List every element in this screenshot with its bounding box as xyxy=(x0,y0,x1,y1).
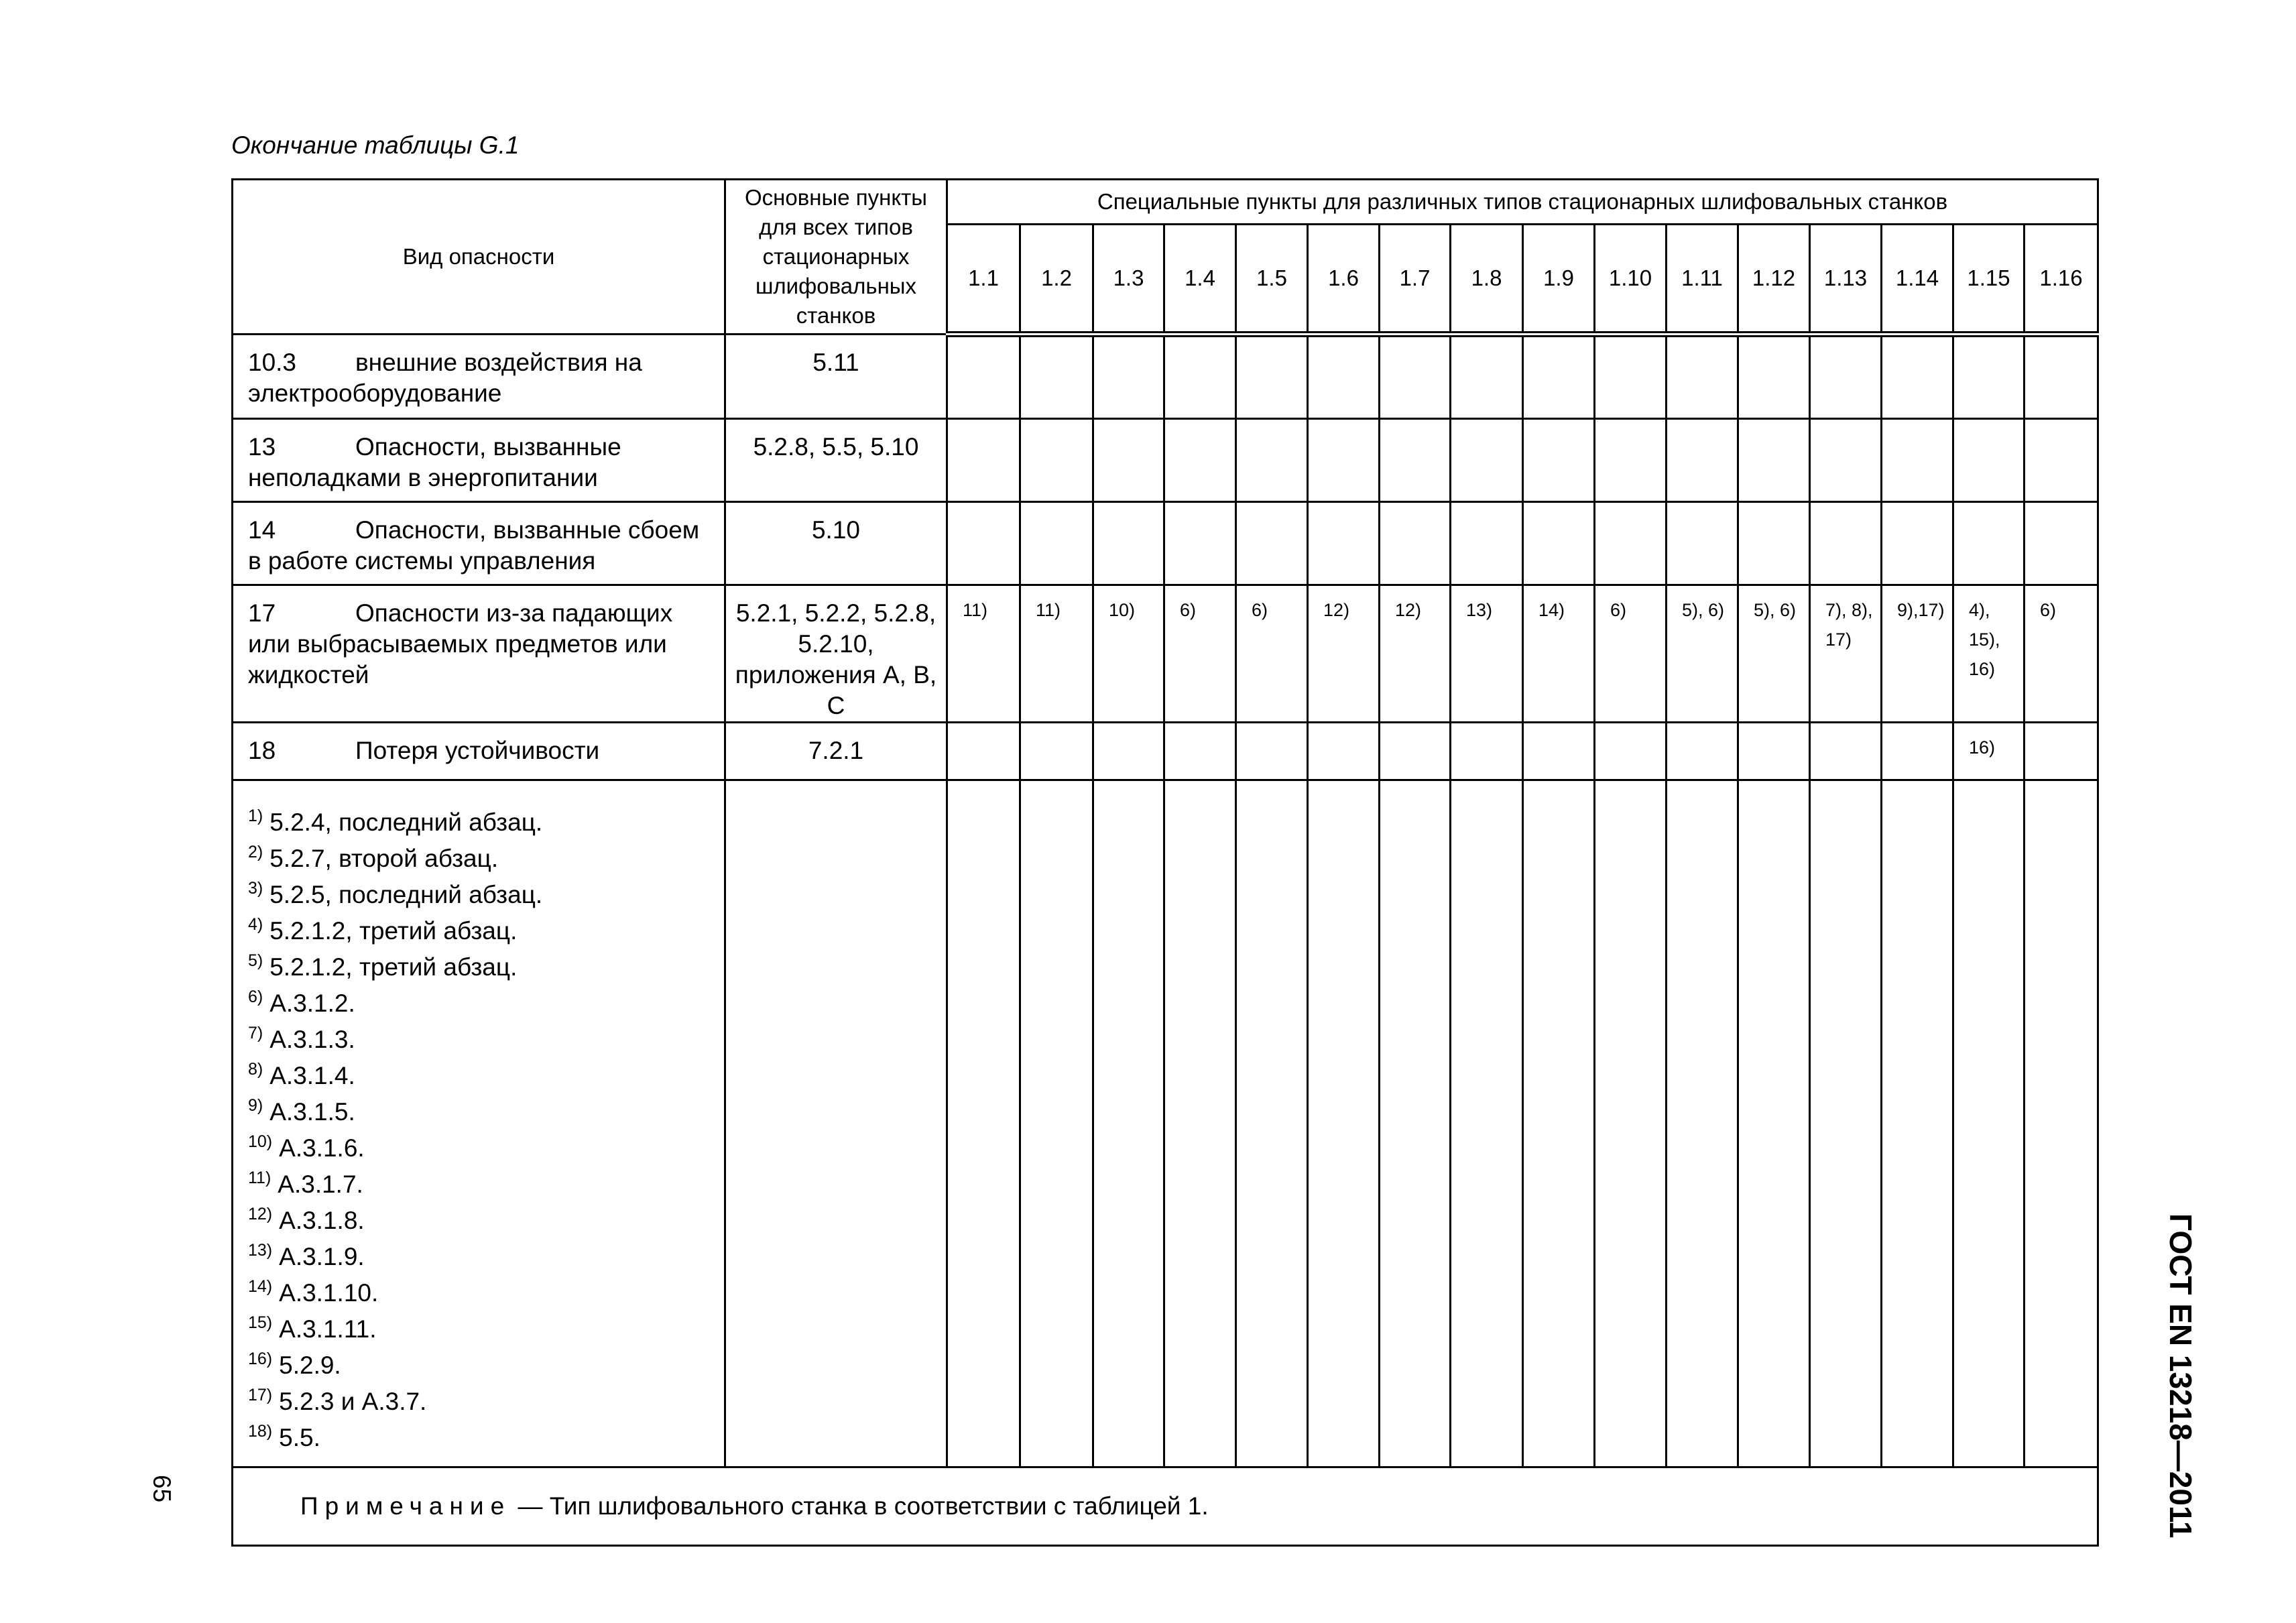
footnote xyxy=(248,1308,717,1344)
hazard-text: Опасности, вызванные сбоем в работе системы управления xyxy=(248,516,700,575)
special-clause-cell xyxy=(1882,723,1953,780)
empty-cell xyxy=(1093,780,1164,1467)
footnote-marker: 15) xyxy=(248,1313,273,1332)
special-clause-cell xyxy=(1020,723,1093,780)
main-clause-cell: 5.10 xyxy=(725,502,947,585)
empty-cell xyxy=(1236,780,1308,1467)
special-clause-cell xyxy=(1093,419,1164,502)
footnote-text: A.3.1.2. xyxy=(269,989,355,1017)
column-header: 1.15 xyxy=(1953,225,2025,335)
footnote xyxy=(248,1380,717,1417)
column-header: 1.14 xyxy=(1882,225,1953,335)
footnote-text: 5.2.1.2, третий абзац. xyxy=(269,917,518,945)
special-clause-cell xyxy=(1595,335,1667,419)
footnote-marker: 16) xyxy=(248,1349,273,1368)
special-clause-cell: 16) xyxy=(1953,723,2025,780)
special-clause-cell xyxy=(1164,723,1236,780)
special-clause-cell xyxy=(1882,419,1953,502)
main-clause-cell: 5.2.8, 5.5, 5.10 xyxy=(725,419,947,502)
footnote-text: A.3.1.3. xyxy=(269,1026,355,1053)
special-clause-cell xyxy=(1738,502,1810,585)
column-header: 1.3 xyxy=(1093,225,1164,335)
special-clause-cell xyxy=(1523,723,1595,780)
column-header: 1.16 xyxy=(2025,225,2098,335)
footnote-marker: 1) xyxy=(248,806,263,825)
footnote-marker: 17) xyxy=(248,1386,273,1404)
footnote-marker: 8) xyxy=(248,1060,263,1079)
footnote xyxy=(248,1199,717,1236)
special-clause-cell xyxy=(1738,335,1810,419)
column-header: 1.9 xyxy=(1523,225,1595,335)
special-clause-cell xyxy=(1451,335,1523,419)
special-clause-cell xyxy=(1236,335,1308,419)
footnote xyxy=(248,801,717,837)
footnote-text: 5.5. xyxy=(279,1424,320,1451)
special-clause-cell xyxy=(1308,335,1380,419)
empty-cell xyxy=(947,780,1020,1467)
empty-cell xyxy=(725,780,947,1467)
special-clause-cell xyxy=(1236,502,1308,585)
special-clause-cell xyxy=(1595,419,1667,502)
table-caption: Окончание таблицы G.1 xyxy=(231,131,520,159)
empty-cell xyxy=(1380,780,1451,1467)
special-clause-cell xyxy=(1523,502,1595,585)
empty-cell xyxy=(1882,780,1953,1467)
footnote-marker: 4) xyxy=(248,915,263,934)
special-clause-cell xyxy=(1810,419,1882,502)
hazard-number: 13 xyxy=(248,433,276,461)
special-clause-cell: 9),17) xyxy=(1882,585,1953,723)
footnote-marker: 7) xyxy=(248,1024,263,1042)
special-clause-cell xyxy=(1308,502,1380,585)
special-clause-cell xyxy=(947,502,1020,585)
footnote-text: A.3.1.9. xyxy=(279,1243,365,1270)
footnote-marker: 13) xyxy=(248,1241,273,1260)
special-clause-cell xyxy=(1738,419,1810,502)
hazard-table xyxy=(231,178,2099,1547)
column-header: 1.1 xyxy=(947,225,1020,335)
special-clause-cell xyxy=(1595,502,1667,585)
hazard-text: Потеря устойчивости xyxy=(355,737,600,764)
special-clause-cell xyxy=(947,335,1020,419)
table-row xyxy=(233,419,2098,502)
special-clause-cell xyxy=(1164,502,1236,585)
special-clause-cell: 6) xyxy=(2025,585,2098,723)
special-clause-cell xyxy=(1020,502,1093,585)
special-clause-cell xyxy=(1380,502,1451,585)
page-number: 65 xyxy=(148,1475,176,1503)
special-clause-cell: 7), 8), 17) xyxy=(1810,585,1882,723)
special-clause-cell: 11) xyxy=(947,585,1020,723)
hazard-text: Опасности из-за падающих или выбрасываемых предметов или жидкостей xyxy=(248,599,673,688)
column-header: 1.10 xyxy=(1595,225,1667,335)
main-clause-cell: 7.2.1 xyxy=(725,723,947,780)
hazard-cell xyxy=(233,335,725,419)
empty-cell xyxy=(1308,780,1380,1467)
column-header: 1.12 xyxy=(1738,225,1810,335)
note-cell xyxy=(233,1467,2098,1546)
special-clause-cell: 6) xyxy=(1164,585,1236,723)
special-clause-cell xyxy=(1380,723,1451,780)
empty-cell xyxy=(1953,780,2025,1467)
footnote-text: A.3.1.8. xyxy=(279,1207,365,1234)
footnote-marker: 10) xyxy=(248,1132,273,1151)
footnote-marker: 11) xyxy=(248,1168,271,1187)
footnote-marker: 3) xyxy=(248,879,263,898)
column-header: 1.2 xyxy=(1020,225,1093,335)
special-clause-cell: 12) xyxy=(1380,585,1451,723)
footnote-text: A.3.1.7. xyxy=(278,1170,363,1198)
hazard-text: Опасности, вызванные неполадками в энергопитании xyxy=(248,433,621,491)
special-clause-cell xyxy=(947,419,1020,502)
special-clause-cell: 10) xyxy=(1093,585,1164,723)
table-row xyxy=(233,585,2098,723)
footnote xyxy=(248,1236,717,1272)
footnote-marker: 18) xyxy=(248,1422,273,1441)
special-clause-cell xyxy=(1523,335,1595,419)
header-main-clauses: Основные пункты для всех типов стационарных шлифовальных станков xyxy=(725,180,947,335)
special-clause-cell xyxy=(1595,723,1667,780)
empty-cell xyxy=(1667,780,1738,1467)
standard-designation: ГОСТ EN 13218—2011 xyxy=(2163,1213,2198,1539)
footnote-text: 5.2.5, последний абзац. xyxy=(269,881,543,908)
footnote xyxy=(248,982,717,1018)
footnote xyxy=(248,1018,717,1055)
special-clause-cell xyxy=(1667,502,1738,585)
hazard-number: 17 xyxy=(248,599,276,627)
special-clause-cell: 14) xyxy=(1523,585,1595,723)
footnote xyxy=(248,1127,717,1163)
empty-cell xyxy=(1451,780,1523,1467)
special-clause-cell xyxy=(1882,335,1953,419)
footnote xyxy=(248,874,717,910)
special-clause-cell xyxy=(1020,335,1093,419)
hazard-text: внешние воздействия на электрооборудование xyxy=(248,349,642,407)
footnotes-cell xyxy=(233,780,725,1467)
footnotes-row xyxy=(233,780,2098,1467)
hazard-cell xyxy=(233,502,725,585)
footnote-text: 5.2.9. xyxy=(279,1351,341,1379)
special-clause-cell xyxy=(1667,335,1738,419)
footnote xyxy=(248,1417,717,1453)
empty-cell xyxy=(1595,780,1667,1467)
empty-cell xyxy=(1523,780,1595,1467)
footnote-text: 5.2.3 и A.3.7. xyxy=(279,1388,427,1415)
hazard-cell xyxy=(233,723,725,780)
empty-cell xyxy=(1738,780,1810,1467)
footnote-marker: 2) xyxy=(248,843,263,861)
hazard-number: 10.3 xyxy=(248,349,297,376)
column-header: 1.11 xyxy=(1667,225,1738,335)
special-clause-cell xyxy=(1020,419,1093,502)
special-clause-cell xyxy=(1308,419,1380,502)
hazard-number: 14 xyxy=(248,516,276,544)
footnote-text: A.3.1.5. xyxy=(269,1098,355,1126)
special-clause-cell: 6) xyxy=(1595,585,1667,723)
footnote-marker: 9) xyxy=(248,1096,263,1115)
special-clause-cell: 11) xyxy=(1020,585,1093,723)
special-clause-cell xyxy=(1451,419,1523,502)
special-clause-cell xyxy=(1451,502,1523,585)
footnote-text: A.3.1.4. xyxy=(269,1062,355,1089)
special-clause-cell xyxy=(2025,723,2098,780)
empty-cell xyxy=(1810,780,1882,1467)
note-row xyxy=(233,1467,2098,1546)
footnote xyxy=(248,1272,717,1308)
footnote-marker: 12) xyxy=(248,1205,273,1223)
footnote xyxy=(248,1344,717,1380)
special-clause-cell xyxy=(1953,335,2025,419)
table-row xyxy=(233,723,2098,780)
special-clause-cell xyxy=(1810,723,1882,780)
main-clause-cell: 5.11 xyxy=(725,335,947,419)
special-clause-cell xyxy=(1236,723,1308,780)
footnote xyxy=(248,837,717,874)
header-special-clauses: Специальные пункты для различных типов стационарных шлифовальных станков xyxy=(947,180,2098,225)
special-clause-cell xyxy=(1523,419,1595,502)
special-clause-cell xyxy=(1953,419,2025,502)
footnote-marker: 5) xyxy=(248,951,263,970)
footnote-marker: 14) xyxy=(248,1277,273,1296)
special-clause-cell xyxy=(1093,502,1164,585)
special-clause-cell: 5), 6) xyxy=(1667,585,1738,723)
empty-cell xyxy=(1020,780,1093,1467)
special-clause-cell xyxy=(1738,723,1810,780)
special-clause-cell xyxy=(1810,502,1882,585)
special-clause-cell xyxy=(947,723,1020,780)
column-header: 1.6 xyxy=(1308,225,1380,335)
special-clause-cell xyxy=(1451,723,1523,780)
special-clause-cell xyxy=(1164,335,1236,419)
footnote-marker: 6) xyxy=(248,987,263,1006)
special-clause-cell xyxy=(1953,502,2025,585)
special-clause-cell xyxy=(1236,419,1308,502)
footnote-text: 5.2.7, второй абзац. xyxy=(269,845,499,872)
footnote xyxy=(248,946,717,982)
special-clause-cell: 5), 6) xyxy=(1738,585,1810,723)
note-text: — Тип шлифовального станка в соответствии с таблицей 1. xyxy=(511,1492,1209,1520)
special-clause-cell xyxy=(1093,335,1164,419)
special-clause-cell: 12) xyxy=(1308,585,1380,723)
special-clause-cell xyxy=(1164,419,1236,502)
special-clause-cell xyxy=(2025,419,2098,502)
special-clause-cell xyxy=(1810,335,1882,419)
special-clause-cell: 6) xyxy=(1236,585,1308,723)
footnote-text: 5.2.1.2, третий абзац. xyxy=(269,953,518,981)
hazard-cell xyxy=(233,419,725,502)
footnote xyxy=(248,1091,717,1127)
footnote-text: A.3.1.10. xyxy=(279,1279,379,1307)
special-clause-cell xyxy=(1667,419,1738,502)
special-clause-cell xyxy=(1882,502,1953,585)
column-header: 1.4 xyxy=(1164,225,1236,335)
special-clause-cell xyxy=(2025,502,2098,585)
hazard-cell xyxy=(233,585,725,723)
column-header: 1.7 xyxy=(1380,225,1451,335)
note-label: Примечание xyxy=(300,1492,511,1520)
table-row xyxy=(233,502,2098,585)
special-clause-cell xyxy=(1308,723,1380,780)
column-header: 1.5 xyxy=(1236,225,1308,335)
special-clause-cell xyxy=(1380,419,1451,502)
special-clause-cell xyxy=(1093,723,1164,780)
special-clause-cell: 13) xyxy=(1451,585,1523,723)
footnote xyxy=(248,1163,717,1199)
column-header: 1.13 xyxy=(1810,225,1882,335)
special-clause-cell xyxy=(1667,723,1738,780)
empty-cell xyxy=(2025,780,2098,1467)
footnote-text: A.3.1.11. xyxy=(279,1315,377,1343)
header-hazard-type: Вид опасности xyxy=(233,180,725,335)
special-clause-cell: 4), 15), 16) xyxy=(1953,585,2025,723)
footnote-text: A.3.1.6. xyxy=(279,1134,365,1162)
header-row-top xyxy=(233,180,2098,225)
footnote xyxy=(248,1055,717,1091)
hazard-number: 18 xyxy=(248,737,276,764)
special-clause-cell xyxy=(1380,335,1451,419)
footnote xyxy=(248,910,717,946)
special-clause-cell xyxy=(2025,335,2098,419)
empty-cell xyxy=(1164,780,1236,1467)
footnote-text: 5.2.4, последний абзац. xyxy=(269,808,543,836)
table-row xyxy=(233,335,2098,419)
column-header: 1.8 xyxy=(1451,225,1523,335)
main-clause-cell: 5.2.1, 5.2.2, 5.2.8, 5.2.10, приложения A, B, C xyxy=(725,585,947,723)
